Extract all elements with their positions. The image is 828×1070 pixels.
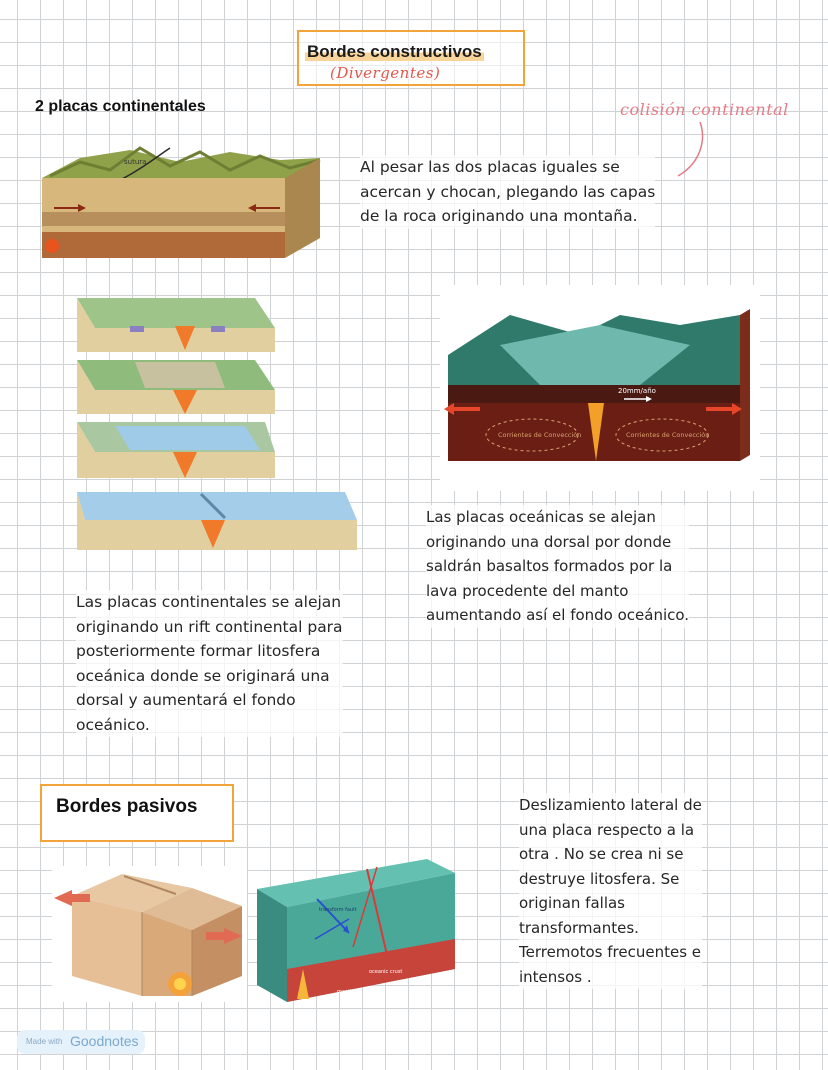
figure-label-rate: 20mm/año: [618, 387, 656, 395]
note-arrow: [672, 118, 712, 188]
rift-stages-figure: [75, 292, 360, 554]
paragraph-collision: Al pesar las dos placas iguales se acercan y chocan, plegando las capas de la roca originando una montaña.: [360, 155, 655, 229]
transform-block-figure: [52, 866, 247, 1002]
figure-label-mantle: mantle: [337, 989, 355, 995]
section-heading-pasivos: Bordes pasivos: [56, 796, 198, 817]
figure-label-oceanic-crust: oceanic crust: [369, 969, 403, 975]
goodnotes-badge: [17, 1030, 145, 1054]
page-subtitle: (Divergentes): [330, 64, 441, 82]
page-title-text: Bordes constructivos: [307, 42, 482, 61]
figure-label-convection-left: Corrientes de Convección: [498, 431, 582, 439]
goodnotes-logo-text: Goodnotes: [70, 1033, 139, 1049]
ocean-ridge-figure: [440, 285, 760, 491]
section-heading-continental: 2 placas continentales: [35, 98, 206, 115]
page-title: [305, 42, 484, 62]
figure-label-convection-right: Corrientes de Convección: [626, 431, 710, 439]
figure-label-transform-fault: transform fault: [319, 907, 357, 913]
handwritten-note: colisión continental: [620, 100, 789, 119]
made-with-text: Made with: [26, 1037, 63, 1046]
transform-fault-figure: [257, 859, 455, 1002]
figure-label-sutura: sutura: [124, 158, 147, 166]
collision-figure: [40, 140, 325, 262]
paragraph-continental-rift: Las placas continentales se alejan originando un rift continental para posteriormente formar litosfera oceánica donde se originará una dorsal y aumentará el fondo oceánico.: [76, 590, 343, 737]
paragraph-oceanic: Las placas oceánicas se alejan originando una dorsal por donde saldrán basaltos formados por la lava procedente del manto aumentando así el fondo oceánico.: [426, 505, 689, 628]
paragraph-passive: Deslizamiento lateral de una placa respecto a la otra . No se crea ni se destruye litosfera. Se originan fallas transformantes. Terremotos frecuentes e intensos .: [519, 793, 702, 989]
